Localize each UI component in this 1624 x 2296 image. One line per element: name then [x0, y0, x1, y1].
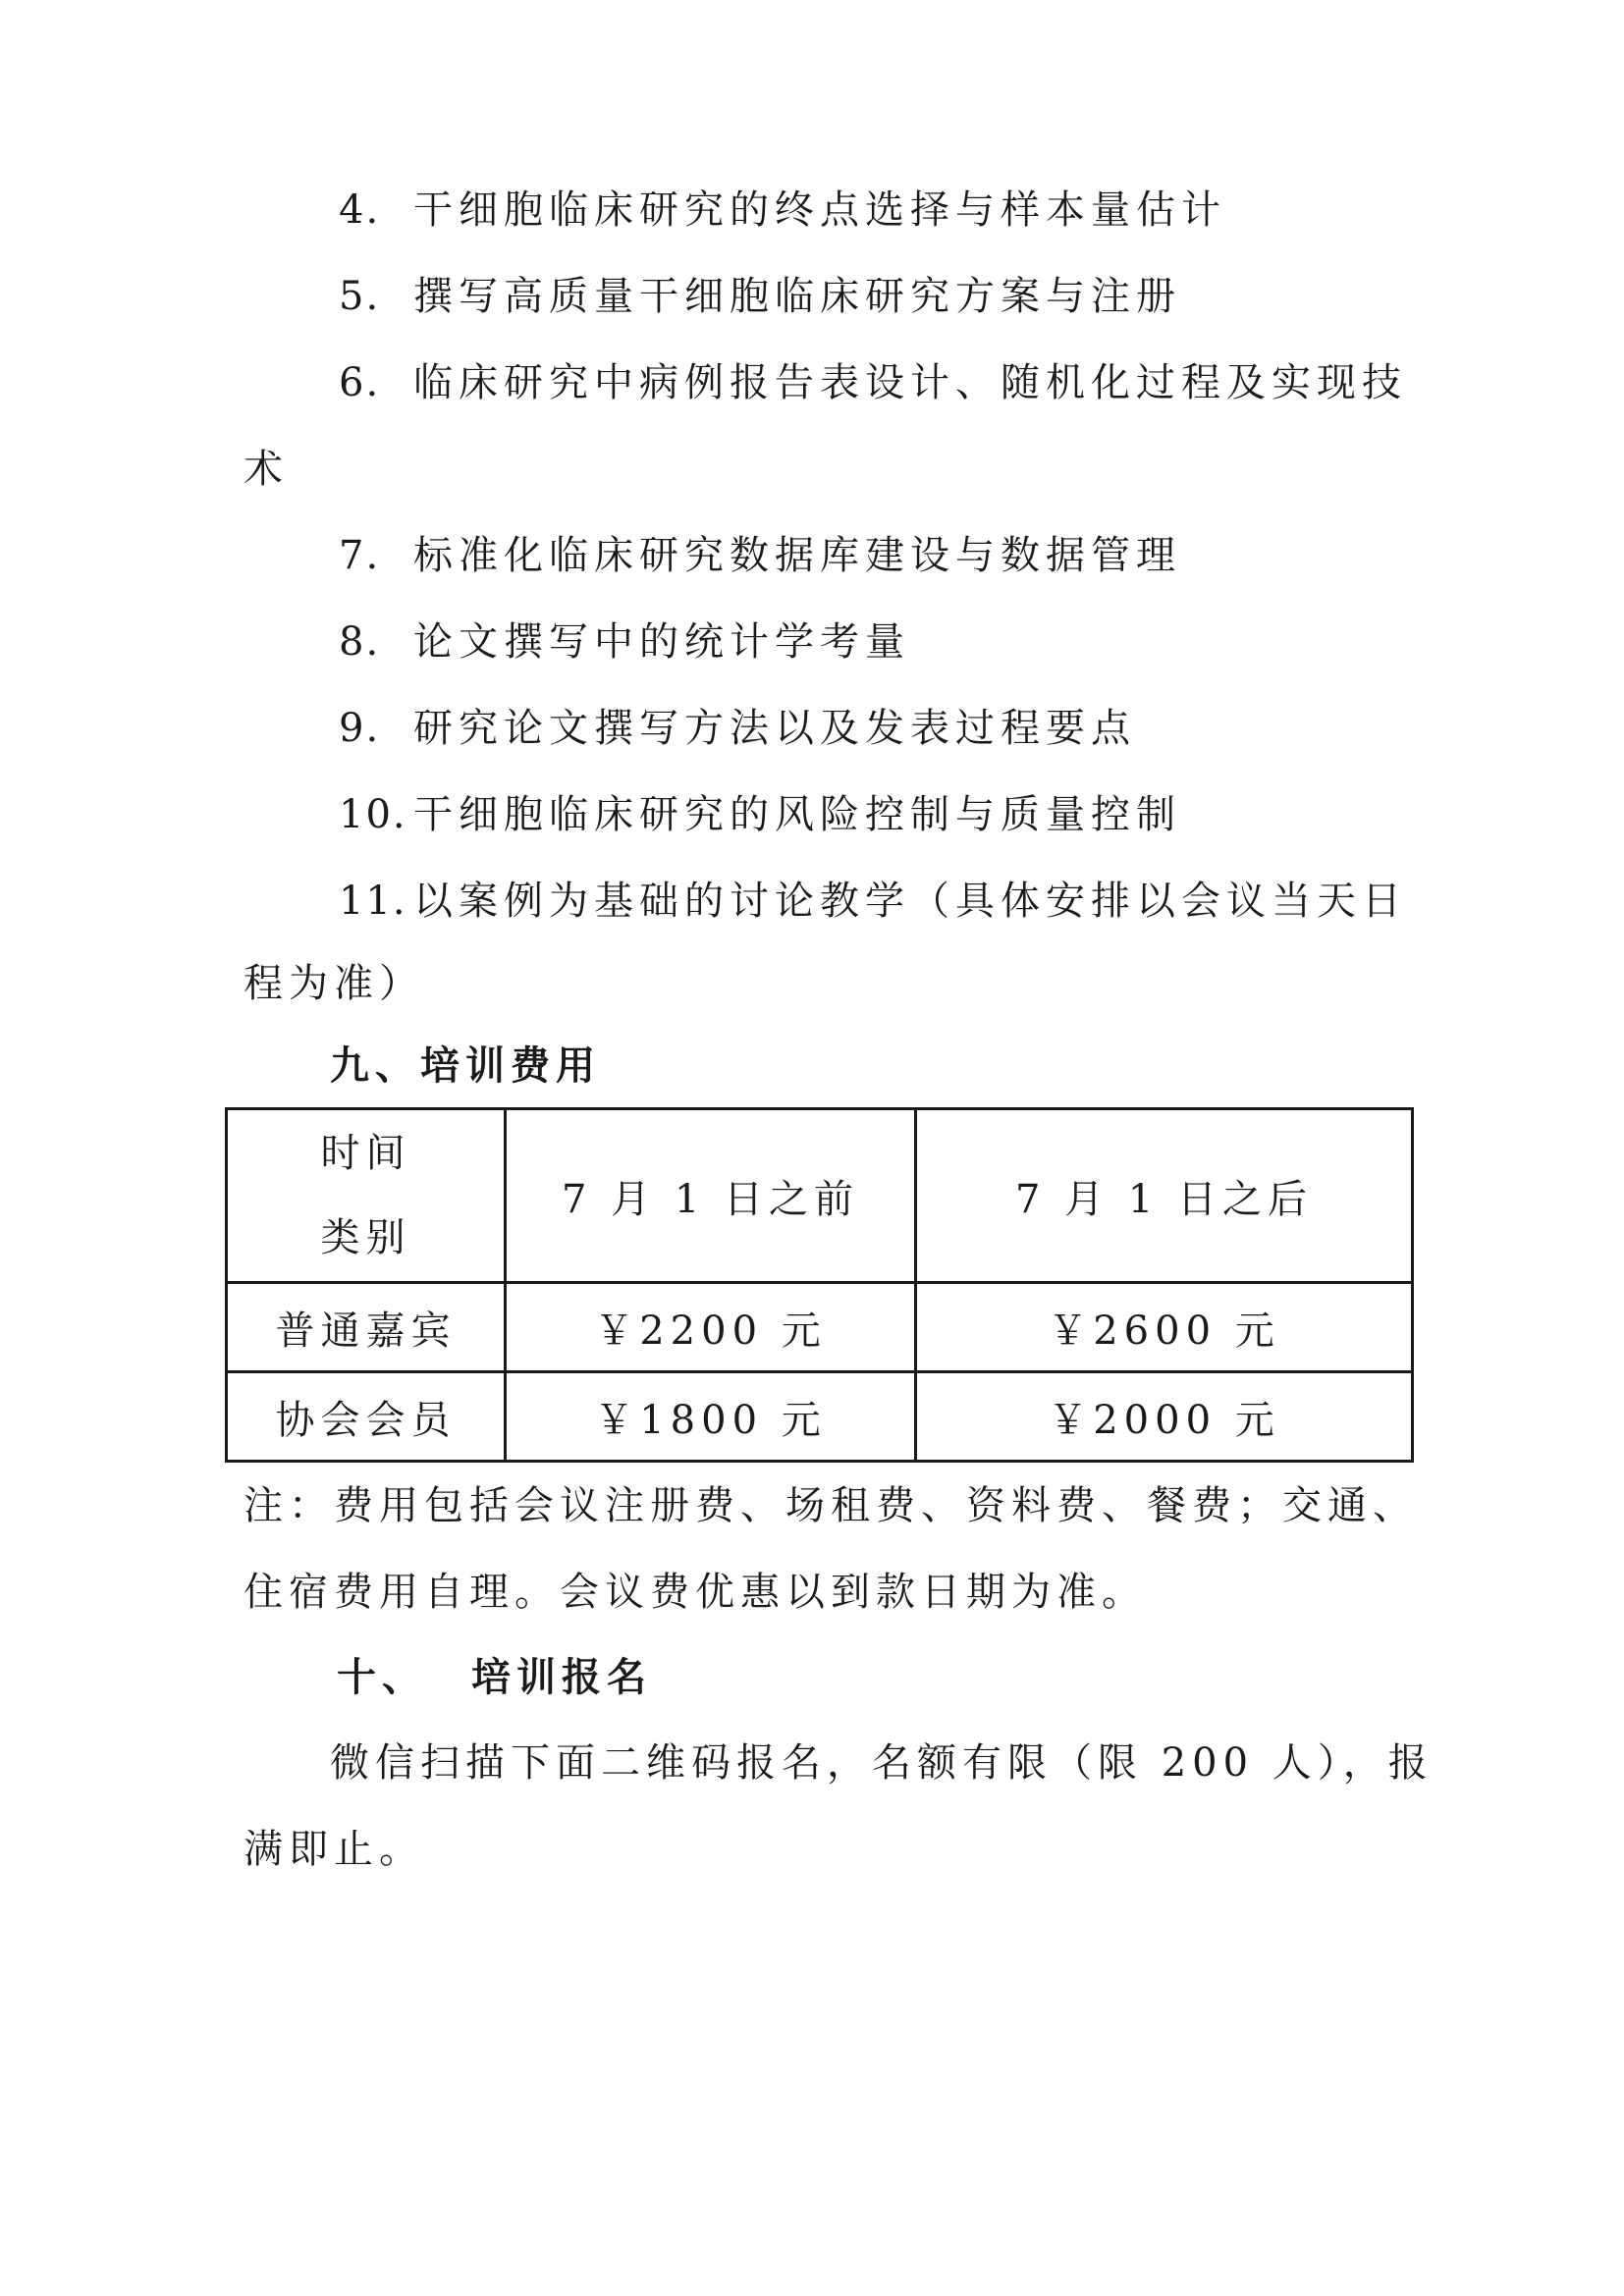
- fee-table: [225, 1107, 1414, 1463]
- list-item-number: 7.: [339, 533, 381, 578]
- list-item-text: 论文撰写中的统计学考量: [413, 619, 910, 665]
- list-item-text: 撰写高质量干细胞临床研究方案与注册: [413, 274, 1181, 319]
- list-item-number: 10.: [339, 792, 407, 837]
- list-item-number: 6.: [339, 360, 381, 405]
- list-item-text: 研究论文撰写方法以及发表过程要点: [413, 706, 1136, 751]
- price-after: ￥2600 元: [916, 1283, 1413, 1372]
- table-corner-cell: [227, 1109, 506, 1283]
- list-item: [339, 532, 1181, 579]
- list-item-text: 临床研究中病例报告表设计、随机化过程及实现技: [413, 360, 1407, 405]
- price-before: ￥2200 元: [506, 1283, 916, 1372]
- list-item: [339, 187, 1226, 234]
- note-line: 注：费用包括会议注册费、场租费、资料费、餐费；交通、: [244, 1483, 1418, 1528]
- list-item-text: 干细胞临床研究的终点选择与样本量估计: [413, 187, 1226, 233]
- list-item-continuation: 程为准）: [244, 961, 424, 1006]
- column-header-before: 7 月 1 日之前: [506, 1109, 916, 1283]
- table-header-row: [227, 1109, 1413, 1283]
- list-item: [339, 878, 1407, 925]
- list-item-continuation: 术: [244, 447, 289, 492]
- table-row: [227, 1283, 1413, 1372]
- corner-category-label: 类别: [320, 1215, 411, 1260]
- list-item-text: 干细胞临床研究的风险控制与质量控制: [413, 792, 1181, 837]
- section-heading: 九、培训费用: [330, 1042, 601, 1089]
- table-row: [227, 1372, 1413, 1462]
- list-item-number: 4.: [339, 187, 381, 233]
- section-number: 十、: [337, 1654, 427, 1700]
- column-header-after: 7 月 1 日之后: [916, 1109, 1413, 1283]
- row-label: 协会会员: [227, 1372, 506, 1462]
- section-heading: 培训报名: [471, 1654, 652, 1700]
- list-item: [339, 791, 1181, 838]
- list-item: [339, 359, 1407, 406]
- list-item-number: 8.: [339, 619, 381, 665]
- price-before: ￥1800 元: [506, 1372, 916, 1462]
- corner-time-label: 时间: [320, 1131, 411, 1176]
- list-item-text: 标准化临床研究数据库建设与数据管理: [413, 533, 1181, 578]
- note-line: 住宿费用自理。会议费优惠以到款日期为准。: [244, 1570, 1147, 1615]
- body-line: 满即止。: [244, 1827, 424, 1872]
- list-item: [339, 705, 1136, 752]
- body-line: 微信扫描下面二维码报名，名额有限（限 200 人），报: [330, 1740, 1434, 1786]
- list-item-number: 5.: [339, 274, 381, 319]
- list-item-number: 11.: [339, 879, 407, 924]
- price-after: ￥2000 元: [916, 1372, 1413, 1462]
- list-item: [339, 273, 1181, 320]
- list-item-text: 以案例为基础的讨论教学（具体安排以会议当天日: [413, 879, 1407, 924]
- row-label: 普通嘉宾: [227, 1283, 506, 1372]
- list-item-number: 9.: [339, 706, 381, 751]
- list-item: [339, 618, 910, 666]
